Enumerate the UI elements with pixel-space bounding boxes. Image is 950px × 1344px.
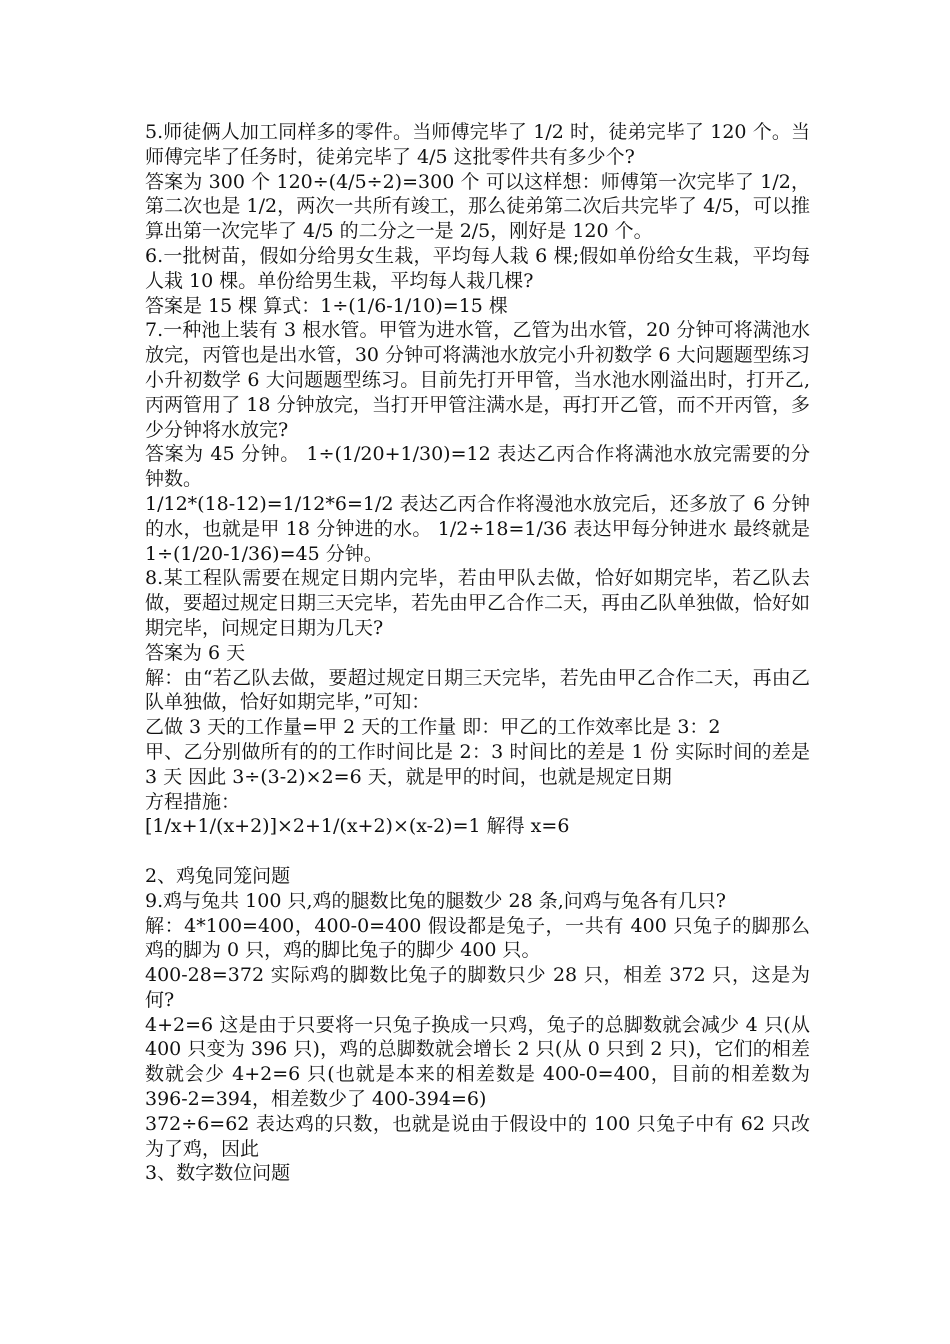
q5-answer: 答案为 300 个 120÷(4/5÷2)=300 个 可以这样想：师傅第一次完毕了 1/2，第二次也是 1/2，两次一共所有竣工，那么徒弟第二次后共完毕了 4/5，可以推算出第一次完毕了 4/5 的二分之一是 2/5，刚好是 120 个。	[145, 170, 810, 243]
q6-question: 6.一批树苗，假如分给男女生栽，平均每人栽 6 棵;假如单份给女生栽，平均每人栽 10 棵。单份给男生栽，平均每人栽几棵?	[145, 244, 810, 292]
q9-solution-step2: 400-28=372 实际鸡的脚数比兔子的脚数只少 28 只，相差 372 只，这是为何?	[145, 964, 810, 1011]
q5-question: 5.师徒俩人加工同样多的零件。当师傅完毕了 1/2 时，徒弟完毕了 120 个。当师傅完毕了任务时，徒弟完毕了 4/5 这批零件共有多少个?	[145, 121, 810, 168]
blank-line	[145, 839, 810, 864]
q7-explanation: 1/12*(18-12)=1/12*6=1/2 表达乙丙合作将漫池水放完后，还多放了 6 分钟的水，也就是甲 18 分钟进的水。 1/2÷18=1/36 表达甲每分钟进水 最终就是 1÷(1/20-1/36)=45 分钟。	[145, 492, 810, 565]
q8-equation: [1/x+1/(x+2)]×2+1/(x+2)×(x-2)=1 解得 x=6	[145, 815, 570, 838]
q6-answer: 答案是 15 棵 算式：1÷(1/6-1/10)=15 棵	[145, 294, 508, 317]
q8-answer: 答案为 6 天	[145, 641, 246, 664]
document-page	[145, 120, 810, 1186]
q8-equation-label: 方程措施：	[145, 790, 241, 813]
q9-question: 9.鸡与兔共 100 只,鸡的腿数比兔的腿数少 28 条,问鸡与兔各有几只?	[145, 889, 726, 912]
q8-question: 8.某工程队需要在规定日期内完毕，若由甲队去做，恰好如期完毕，若乙队去做，要超过规定日期三天完毕，若先由甲乙合作二天，再由乙队单独做，恰好如期完毕，问规定日期为几天?	[145, 567, 811, 639]
q8-solution-intro: 解：由“若乙队去做，要超过规定日期三天完毕，若先由甲乙合作二天，再由乙队单独做，恰好如期完毕，”可知：	[145, 666, 810, 714]
q9-solution-step1: 解：4*100=400，400-0=400 假设都是兔子，一共有 400 只兔子的脚那么鸡的脚为 0 只，鸡的脚比兔子的脚少 400 只。	[145, 914, 810, 962]
q8-solution-ratio: 乙做 3 天的工作量=甲 2 天的工作量 即：甲乙的工作效率比是 3：2	[145, 716, 721, 739]
q9-solution-step3: 4+2=6 这是由于只要将一只兔子换成一只鸡，兔子的总脚数就会减少 4 只(从 400 只变为 396 只)，鸡的总脚数就会增长 2 只(从 0 只到 2 只)，它们的相差数就会少 4+2=6 只(也就是本来的相差数是 400-0=400，目前的相差数为 396-2=394，相差数少了 400-394=6)	[145, 1013, 810, 1111]
section-heading-digits: 3、数字数位问题	[145, 1162, 291, 1185]
q9-solution-step4: 372÷6=62 表达鸡的只数，也就是说由于假设中的 100 只兔子中有 62 只改为了鸡，因此	[145, 1112, 810, 1160]
q7-answer: 答案为 45 分钟。 1÷(1/20+1/30)=12 表达乙丙合作将满池水放完需要的分钟数。	[145, 443, 810, 491]
q8-solution-time: 甲、乙分别做所有的的工作时间比是 2：3 时间比的差是 1 份 实际时间的差是 3 天 因此 3÷(3-2)×2=6 天，就是甲的时间，也就是规定日期	[145, 740, 810, 788]
q7-question: 7.一种池上装有 3 根水管。甲管为进水管，乙管为出水管，20 分钟可将满池水放完，丙管也是出水管，30 分钟可将满池水放完小升初数学 6 大问题题型练习小升初数学 6 大问题题型练习。目前先打开甲管，当水池水刚溢出时，打开乙,丙两管用了 18 分钟放完，当打开甲管注满水是，再打开乙管，而不开丙管，多少分钟将水放完?	[145, 319, 810, 441]
section-heading-chicken-rabbit: 2、鸡兔同笼问题	[145, 864, 291, 887]
